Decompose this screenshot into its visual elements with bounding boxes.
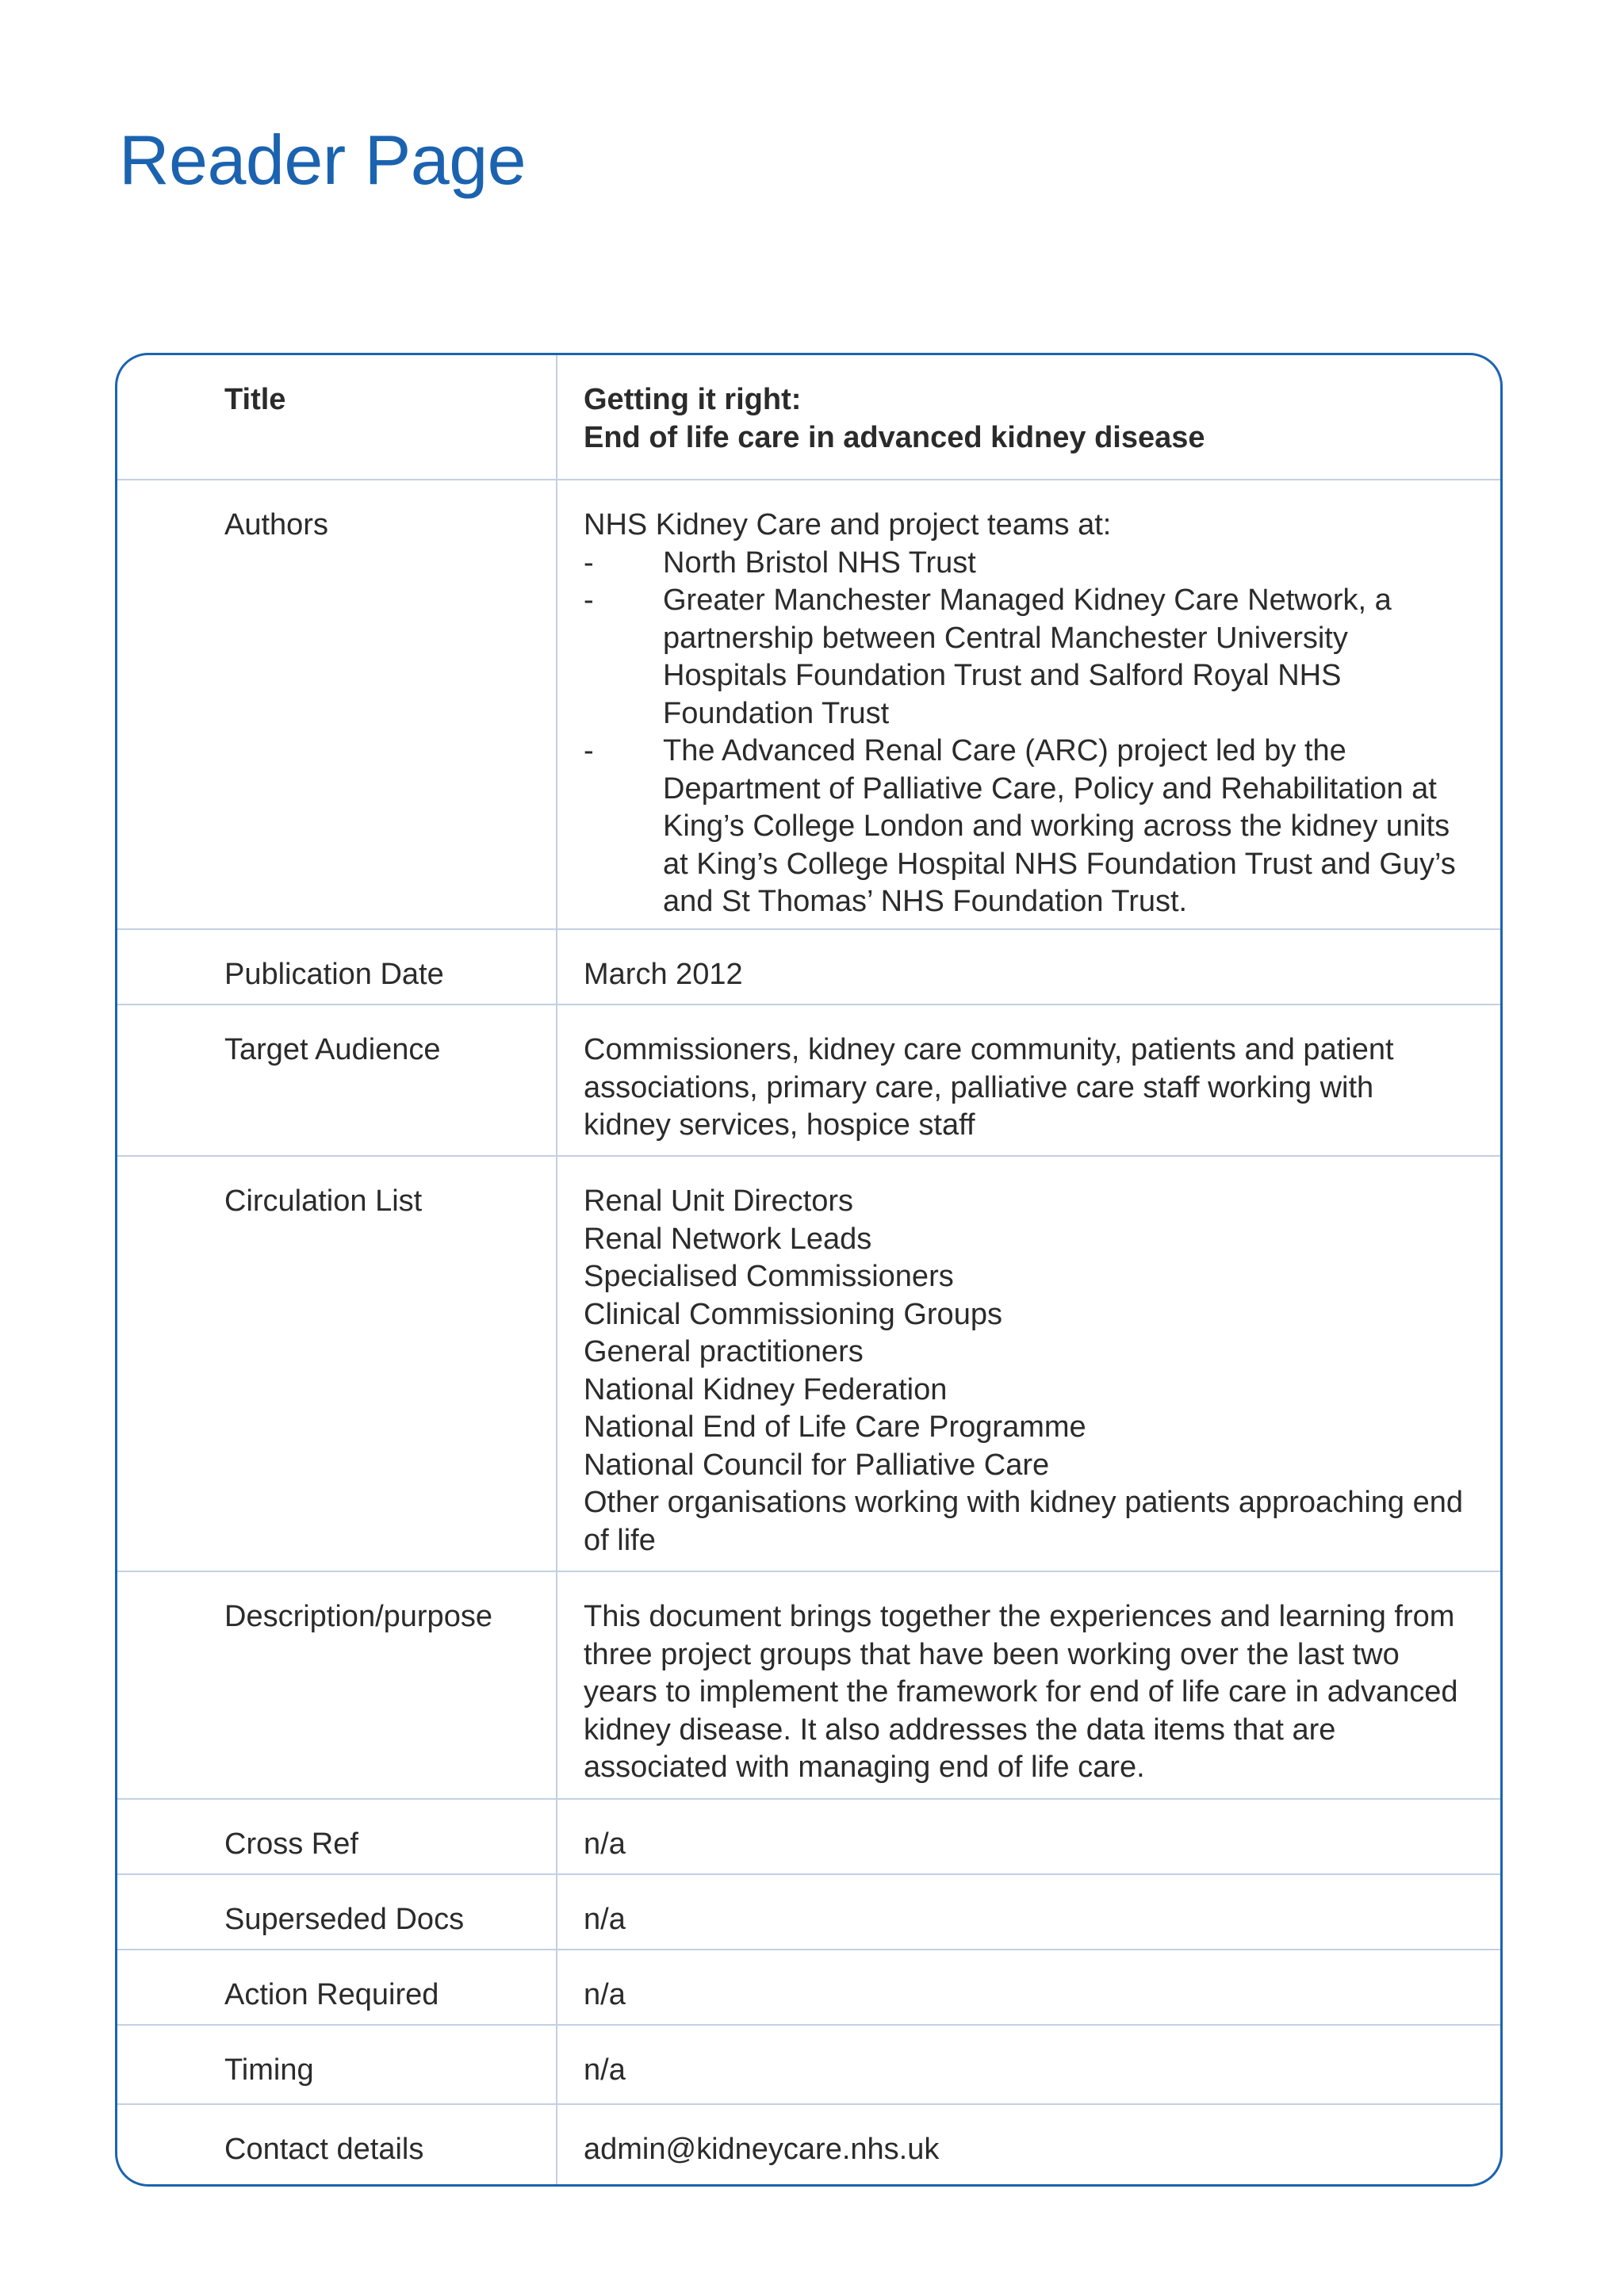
author-team: The Advanced Renal Care (ARC) project led by the Department of Palliative Care, Policy and Rehabilitation at King’s College London and working across the kidney units at King’s College Hospital NHS Foundation Trust and Guy’s and St Thomas’ NHS Foundation Trust. <box>663 734 1456 918</box>
row-label-action-required: Action Required <box>117 1950 557 2024</box>
author-team: North Bristol NHS Trust <box>663 545 976 580</box>
authors-intro: NHS Kidney Care and project teams at: <box>584 508 1112 541</box>
circulation-item: National Kidney Federation <box>584 1372 948 1406</box>
row-label-title: Title <box>117 355 557 479</box>
row-label-authors: Authors <box>117 480 557 928</box>
row-value-authors <box>557 480 1500 928</box>
row-label-circulation-list: Circulation List <box>117 1157 557 1571</box>
list-item <box>584 545 1469 583</box>
row-label-target-audience: Target Audience <box>117 1005 557 1155</box>
circulation-item: Clinical Commissioning Groups <box>584 1297 1002 1331</box>
table-row-superseded-docs <box>117 1873 1500 1949</box>
circulation-item: General practitioners <box>584 1335 864 1368</box>
row-value-target-audience: Commissioners, kidney care community, patients and patient associations, primary care, palliative care staff working with kidney services, hospice staff <box>584 1033 1394 1142</box>
table-row-target-audience <box>117 1004 1500 1155</box>
row-value-cross-ref: n/a <box>584 1827 626 1861</box>
table-row-description <box>117 1571 1500 1798</box>
row-value-description: This document brings together the experiences and learning from three project groups that have been working over the last two years to implement the framework for end of life care in advanced kidney disease. It also addresses the data items that are associated with managing end of life care. <box>584 1600 1458 1784</box>
table-row-circulation-list <box>117 1155 1500 1571</box>
page-title: Reader Page <box>119 121 527 199</box>
author-team: Greater Manchester Managed Kidney Care Network, a partnership between Central Manchester University Hospitals Foundation Trust and Salford Royal NHS Foundation Trust <box>663 584 1392 730</box>
title-line-2: End of life care in advanced kidney disease <box>584 420 1205 454</box>
table-row-publication-date <box>117 928 1500 1004</box>
circulation-item: Renal Unit Directors <box>584 1184 853 1218</box>
list-dash: - <box>584 584 594 617</box>
list-dash: - <box>584 545 594 580</box>
table-row-title <box>117 355 1500 479</box>
row-label-publication-date: Publication Date <box>117 930 557 1004</box>
table-row-timing <box>117 2024 1500 2103</box>
table-row-cross-ref <box>117 1798 1500 1873</box>
row-value-circulation-list <box>557 1157 1500 1571</box>
circulation-item: Other organisations working with kidney patients approaching end of life <box>584 1486 1463 1557</box>
circulation-item: Renal Network Leads <box>584 1222 872 1256</box>
row-label-contact-details: Contact details <box>117 2105 557 2184</box>
list-item <box>584 582 1469 733</box>
row-value-publication-date: March 2012 <box>584 958 743 991</box>
table-row-action-required <box>117 1949 1500 2024</box>
table-row-authors <box>117 479 1500 928</box>
circulation-item: Specialised Commissioners <box>584 1260 954 1293</box>
table-row-contact-details <box>117 2103 1500 2184</box>
row-label-description: Description/purpose <box>117 1572 557 1798</box>
row-value-action-required: n/a <box>584 1978 626 2011</box>
row-value-contact-details: admin@kidneycare.nhs.uk <box>584 2133 940 2166</box>
reader-info-table <box>115 353 1503 2187</box>
circulation-item: National End of Life Care Programme <box>584 1410 1086 1444</box>
row-label-superseded-docs: Superseded Docs <box>117 1875 557 1949</box>
list-item <box>584 733 1469 921</box>
row-label-timing: Timing <box>117 2026 557 2103</box>
title-line-1: Getting it right: <box>584 383 802 416</box>
row-label-cross-ref: Cross Ref <box>117 1800 557 1873</box>
circulation-item: National Council for Palliative Care <box>584 1448 1050 1482</box>
row-value-superseded-docs: n/a <box>584 1903 626 1936</box>
row-value-timing: n/a <box>584 2053 626 2087</box>
list-dash: - <box>584 734 594 767</box>
row-value-title <box>557 355 1500 479</box>
